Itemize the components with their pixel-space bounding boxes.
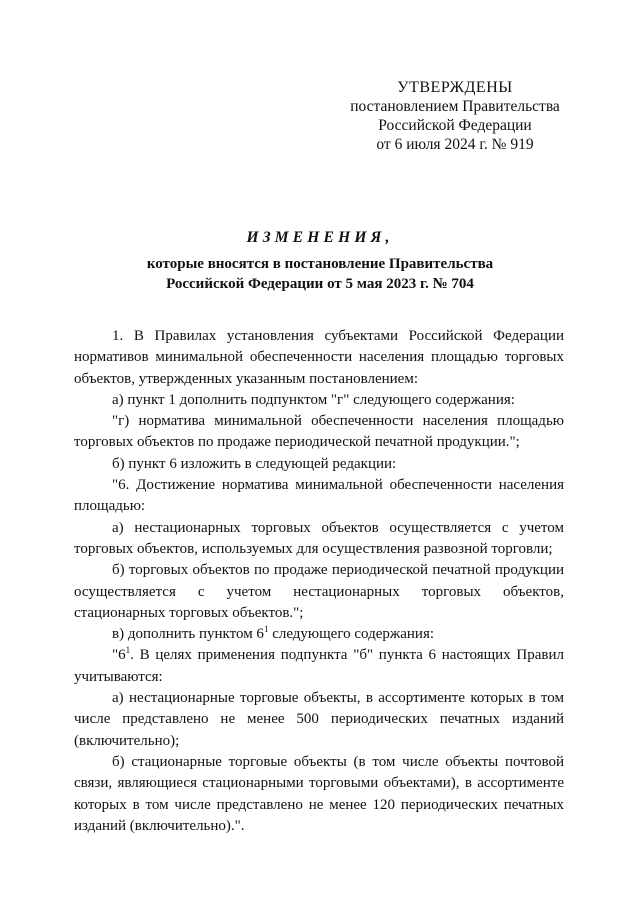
paragraph-5: "6. Достижение норматива минимальной обеспеченности населения площадью: (74, 477, 564, 515)
paragraph-11: б) стационарные торговые объекты (в том числе объекты почтовой связи, являющиеся стационарными торговыми объектами), в ассортименте которых в том числе представлено не менее 120 периодических печатных изданий (включительно).". (74, 753, 564, 834)
paragraph-4: б) пункт 6 изложить в следующей редакции: (112, 455, 397, 472)
paragraph-3: "г) норматива минимальной обеспеченности населения площадью торговых объектов по продаже периодической печатной продукции."; (74, 413, 564, 451)
paragraph-1: 1. В Правилах установления субъектами Российской Федерации нормативов минимальной обеспеченности населения площадью торговых объектов, утвержденных указанным постановлением: (74, 328, 564, 387)
paragraph-9-text-b: . В целях применения подпункта "б" пункта 6 настоящих Правил учитываются: (74, 647, 564, 685)
paragraph-9-text-a: "6 (112, 647, 126, 664)
approval-title: УТВЕРЖДЕНЫ (397, 79, 513, 96)
superscript-1: 1 (263, 624, 269, 635)
approval-stamp (330, 78, 580, 154)
paragraph-8-text-a: в) дополнить пунктом 6 (112, 626, 264, 643)
paragraph-9 (74, 645, 564, 688)
document-subtitle (60, 254, 580, 294)
paragraph-2: а) пункт 1 дополнить подпунктом "г" следующего содержания: (112, 391, 515, 408)
paragraph-7: б) торговых объектов по продаже периодической печатной продукции осуществляется с учетом нестационарных торговых объектов, стационарных торговых объектов."; (74, 562, 564, 621)
paragraph-8-text-b: следующего содержания: (268, 626, 435, 643)
document-body (74, 326, 564, 837)
subtitle-line-2: Российской Федерации от 5 мая 2023 г. № 704 (166, 276, 474, 292)
superscript-1: 1 (125, 645, 131, 656)
subtitle-line-1: которые вносятся в постановление Правительства (146, 256, 494, 272)
paragraph-6: а) нестационарных торговых объектов осуществляется с учетом торговых объектов, используемых для осуществления развозной торговли; (74, 519, 564, 557)
approval-line-2: Российской Федерации (378, 117, 532, 134)
document-title: ИЗМЕНЕНИЯ, (246, 229, 394, 246)
paragraph-8 (74, 624, 564, 645)
approval-line-1: постановлением Правительства (350, 98, 560, 115)
approval-line-3: от 6 июля 2024 г. № 919 (376, 136, 534, 153)
paragraph-10: а) нестационарные торговые объекты, в ассортименте которых в том числе представлено не менее 500 периодических печатных изданий (включительно); (74, 690, 564, 749)
